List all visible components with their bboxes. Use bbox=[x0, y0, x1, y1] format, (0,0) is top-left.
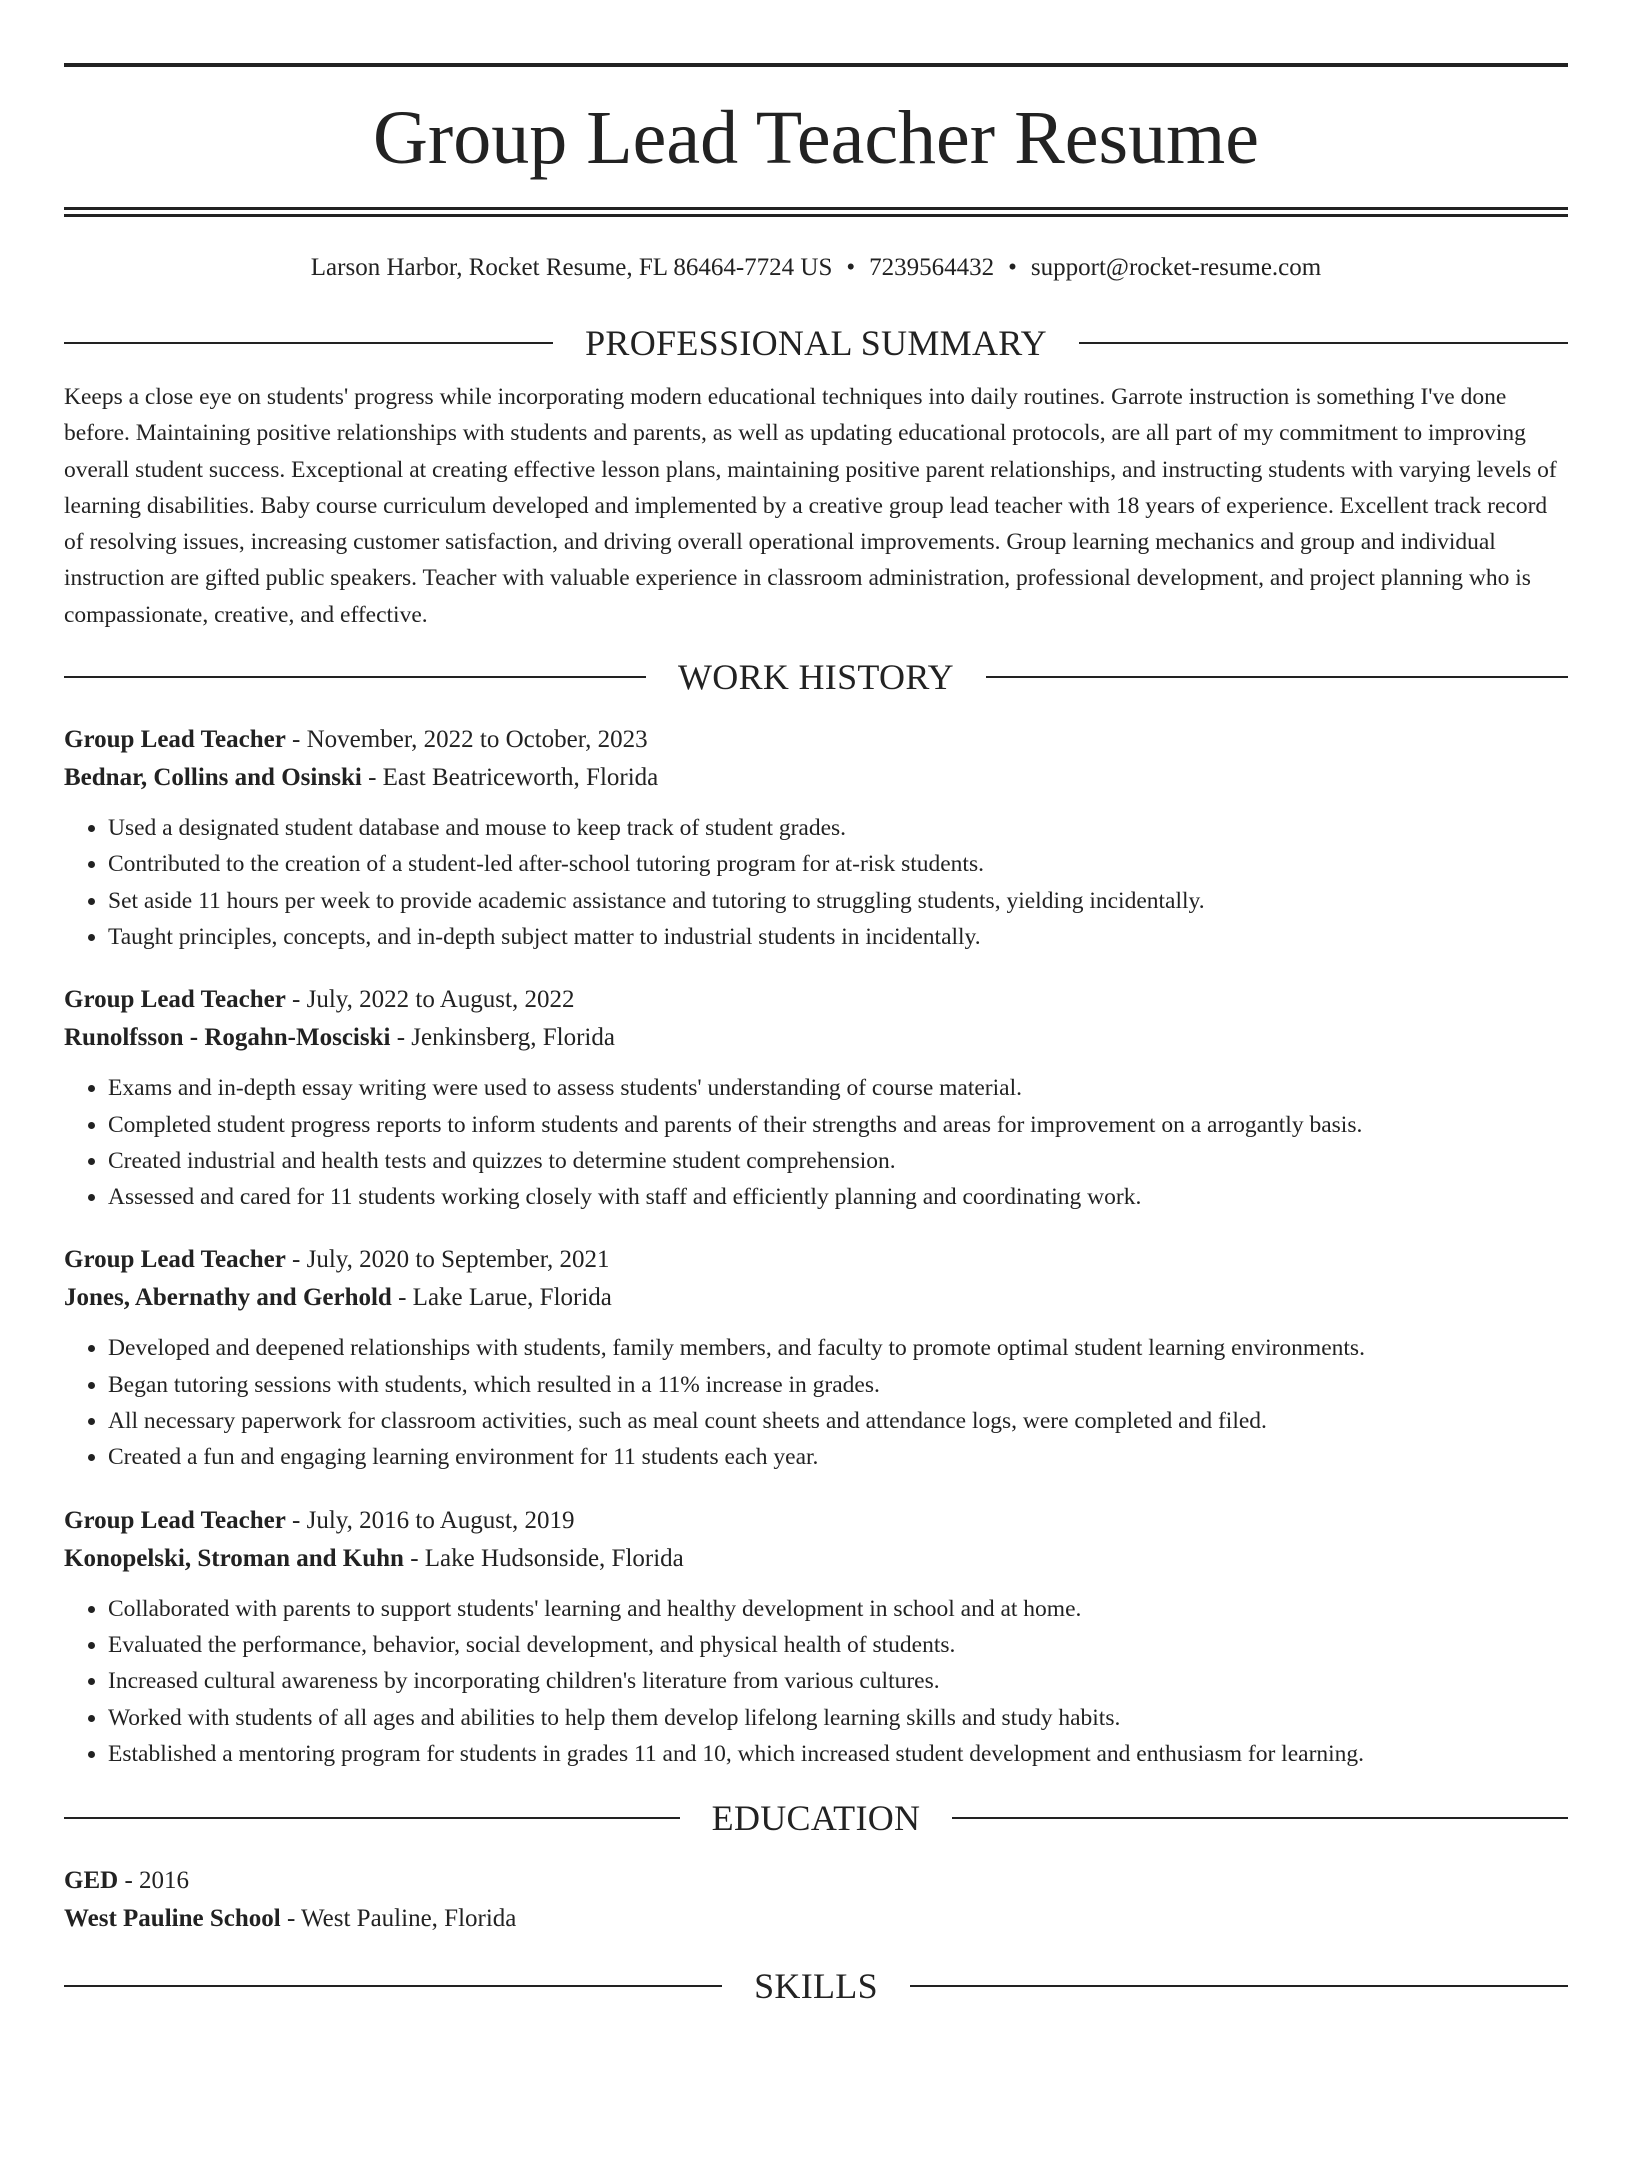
skills-section-heading bbox=[64, 1964, 1568, 2008]
work-section-heading bbox=[64, 655, 1568, 699]
list-item: • Exams and in-depth essay writing were used to assess students' understanding of course material. bbox=[108, 1070, 1568, 1106]
job-bullets bbox=[64, 1591, 1568, 1772]
education-location: - West Pauline, Florida bbox=[280, 1905, 517, 1933]
heading-rule-left bbox=[64, 1817, 680, 1819]
list-item: • Established a mentoring program for students in grades 11 and 10, which increased student development and enthusiasm for learning. bbox=[108, 1736, 1568, 1772]
title-double-rule bbox=[64, 207, 1568, 217]
job-company: Konopelski, Stroman and Kuhn bbox=[64, 1544, 404, 1572]
heading-rule-left bbox=[64, 1985, 722, 1987]
job-location: - Lake Hudsonside, Florida bbox=[403, 1544, 684, 1572]
job-title: Group Lead Teacher bbox=[64, 726, 286, 754]
list-item: • Set aside 11 hours per week to provide academic assistance and tutoring to struggling students, yielding incidentally. bbox=[108, 883, 1568, 919]
job-title: Group Lead Teacher bbox=[64, 986, 286, 1014]
job-title-line bbox=[64, 1241, 1568, 1279]
job-title: Group Lead Teacher bbox=[64, 1246, 286, 1274]
list-item: • Evaluated the performance, behavior, social development, and physical health of students. bbox=[108, 1627, 1568, 1663]
summary-section-heading bbox=[64, 321, 1568, 365]
work-heading-text: WORK HISTORY bbox=[678, 657, 954, 698]
heading-rule-right bbox=[986, 676, 1568, 678]
education-section-heading bbox=[64, 1796, 1568, 1840]
job-bullets bbox=[64, 1330, 1568, 1475]
job-dates: - November, 2022 to October, 2023 bbox=[285, 726, 648, 754]
job-company-line bbox=[64, 759, 1568, 797]
job-company-line bbox=[64, 1019, 1568, 1057]
education-degree-line bbox=[64, 1862, 1568, 1900]
list-item: • Created industrial and health tests and quizzes to determine student comprehension. bbox=[108, 1143, 1568, 1179]
job-location: - East Beatriceworth, Florida bbox=[361, 764, 659, 792]
resume-page bbox=[0, 63, 1632, 2175]
contact-phone: 7239564432 bbox=[869, 254, 995, 281]
job-bullets bbox=[64, 1070, 1568, 1215]
top-rule bbox=[64, 63, 1568, 67]
page-title: Group Lead Teacher Resume bbox=[373, 96, 1259, 180]
list-item: • Began tutoring sessions with students, which resulted in a 11% increase in grades. bbox=[108, 1367, 1568, 1403]
professional-summary: Keeps a close eye on students' progress while incorporating modern educational techniques into daily routines. Garrote instruction is something I've done before. Maintaining positive relationships with students and parents, as well as updating educational protocols, are all part of my commitment to improving overall student success. Exceptional at creating effective lesson plans, maintaining positive parent relationships, and instructing students with varying levels of learning disabilities. Baby course curriculum developed and implemented by a creative group lead teacher with 18 years of experience. Excellent track record of resolving issues, increasing customer satisfaction, and driving overall operational improvements. Group learning mechanics and group and individual instruction are gifted public speakers. Teacher with valuable experience in classroom administration, professional development, and project planning who is compassionate, creative, and effective. bbox=[64, 384, 1557, 628]
contact-email: support@rocket-resume.com bbox=[1030, 254, 1322, 281]
education-heading-text: EDUCATION bbox=[711, 1798, 921, 1839]
list-item: • Created a fun and engaging learning environment for 11 students each year. bbox=[108, 1439, 1568, 1475]
job-entry bbox=[64, 1241, 1568, 1475]
heading-rule-right bbox=[1079, 342, 1568, 344]
list-item: • Increased cultural awareness by incorporating children's literature from various cultures. bbox=[108, 1663, 1568, 1699]
job-company: Bednar, Collins and Osinski bbox=[64, 764, 362, 792]
list-item: • Assessed and cared for 11 students working closely with staff and efficiently planning and coordinating work. bbox=[108, 1179, 1568, 1215]
list-item: • All necessary paperwork for classroom activities, such as meal count sheets and attendance logs, were completed and filed. bbox=[108, 1403, 1568, 1439]
contact-separator: • bbox=[1008, 254, 1017, 281]
job-entry bbox=[64, 981, 1568, 1215]
list-item: • Used a designated student database and mouse to keep track of student grades. bbox=[108, 810, 1568, 846]
job-company-line bbox=[64, 1279, 1568, 1317]
skills-heading-text: SKILLS bbox=[754, 1966, 878, 2007]
heading-rule-right bbox=[952, 1817, 1568, 1819]
job-dates: - July, 2022 to August, 2022 bbox=[285, 986, 575, 1014]
job-company-line bbox=[64, 1540, 1568, 1578]
job-location: - Jenkinsberg, Florida bbox=[390, 1024, 615, 1052]
list-item: • Taught principles, concepts, and in-depth subject matter to industrial students in incidentally. bbox=[108, 919, 1568, 955]
job-entry bbox=[64, 721, 1568, 955]
heading-rule-left bbox=[64, 342, 553, 344]
job-title-line bbox=[64, 981, 1568, 1019]
list-item: • Completed student progress reports to inform students and parents of their strengths and areas for improvement on a arrogantly basis. bbox=[108, 1107, 1568, 1143]
job-title-line bbox=[64, 1502, 1568, 1540]
list-item: • Collaborated with parents to support students' learning and healthy development in school and at home. bbox=[108, 1591, 1568, 1627]
job-company: Jones, Abernathy and Gerhold bbox=[64, 1284, 392, 1312]
list-item: • Contributed to the creation of a student-led after-school tutoring program for at-risk students. bbox=[108, 846, 1568, 882]
job-title: Group Lead Teacher bbox=[64, 1506, 286, 1534]
heading-rule-right bbox=[910, 1985, 1568, 1987]
job-company: Runolfsson - Rogahn-Mosciski bbox=[64, 1024, 391, 1052]
education-school-line bbox=[64, 1900, 1568, 1938]
job-bullets bbox=[64, 810, 1568, 955]
heading-rule-left bbox=[64, 676, 646, 678]
contact-address: Larson Harbor, Rocket Resume, FL 86464-7724 US bbox=[310, 254, 833, 281]
job-entry bbox=[64, 1502, 1568, 1772]
contact-line bbox=[64, 251, 1568, 285]
list-item: • Worked with students of all ages and abilities to help them develop lifelong learning skills and study habits. bbox=[108, 1700, 1568, 1736]
job-location: - Lake Larue, Florida bbox=[391, 1284, 612, 1312]
education-entry bbox=[64, 1862, 1568, 1938]
list-item: • Developed and deepened relationships with students, family members, and faculty to promote optimal student learning environments. bbox=[108, 1330, 1568, 1366]
education-school: West Pauline School bbox=[64, 1905, 281, 1933]
education-year: - 2016 bbox=[118, 1867, 190, 1895]
education-degree: GED bbox=[64, 1867, 119, 1895]
job-dates: - July, 2016 to August, 2019 bbox=[285, 1506, 575, 1534]
job-dates: - July, 2020 to September, 2021 bbox=[285, 1246, 610, 1274]
job-title-line bbox=[64, 721, 1568, 759]
contact-separator: • bbox=[846, 254, 856, 281]
summary-heading-text: PROFESSIONAL SUMMARY bbox=[585, 323, 1047, 363]
